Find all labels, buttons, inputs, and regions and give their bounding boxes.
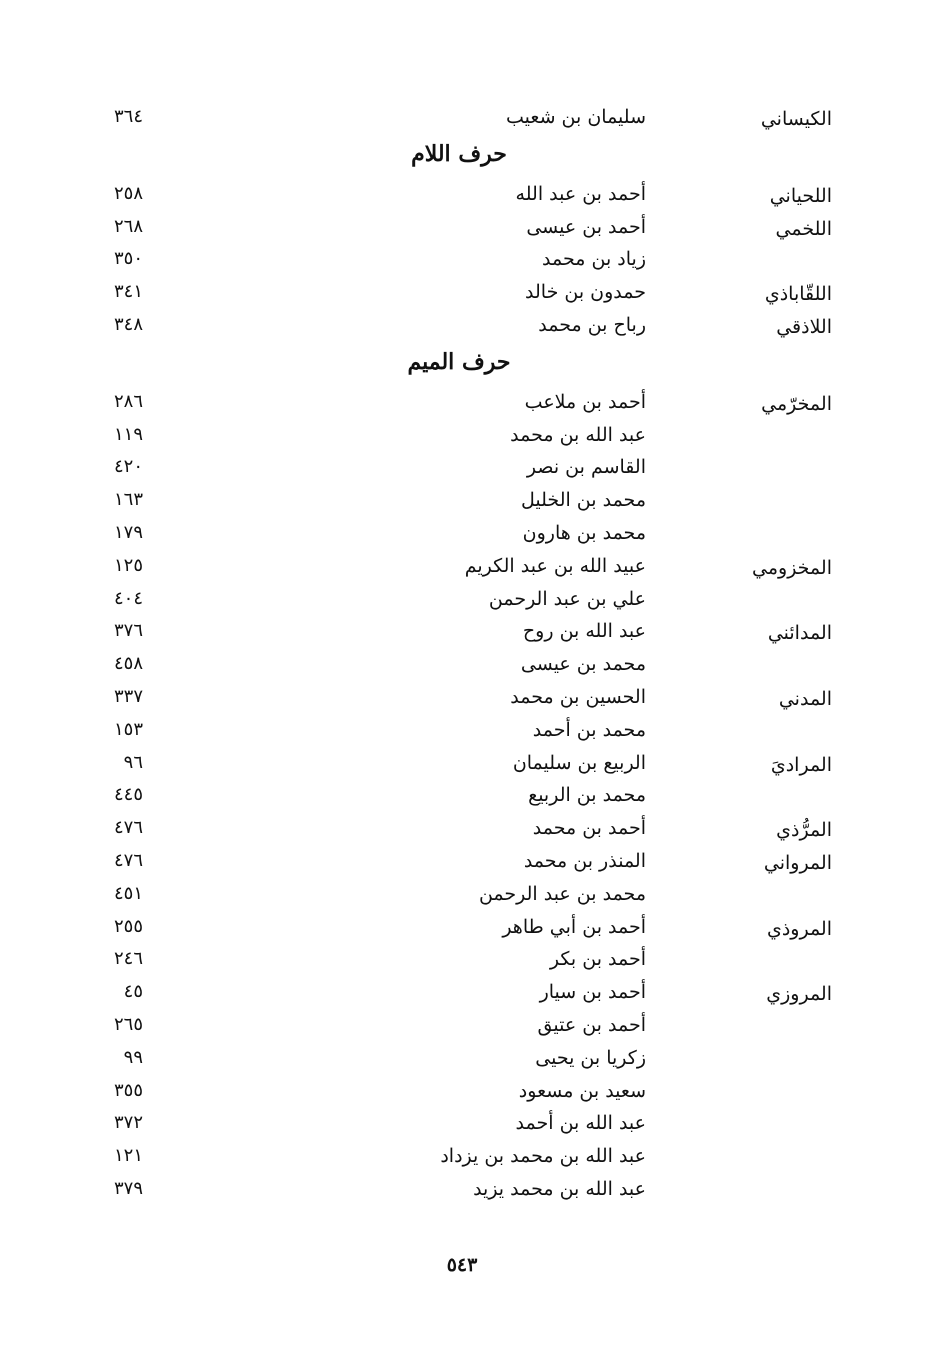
page-reference: ٢٦٨ (113, 215, 143, 237)
nisba: المرُّذي (776, 819, 832, 842)
person-name: أحمد بن عيسى (526, 215, 646, 238)
page-reference: ٢٥٥ (113, 915, 143, 937)
page-reference: ٣٥٠ (113, 248, 143, 270)
index-entry (0, 549, 940, 582)
person-name: عبيد الله بن عبد الكريم (464, 554, 646, 577)
index-entry (0, 1106, 940, 1139)
section-heading: حرف الميم (407, 348, 511, 375)
page-reference: ٤٥٨ (113, 653, 143, 675)
index-entry (0, 1139, 940, 1172)
index-entry (0, 1074, 940, 1107)
index-entry (0, 242, 940, 275)
index-entry (0, 275, 940, 308)
person-name: محمد بن عبد الرحمن (478, 882, 646, 905)
person-name: أحمد بن عتيق (537, 1013, 646, 1036)
index-entry (0, 844, 940, 877)
index-entry (0, 614, 940, 647)
index-entry (0, 647, 940, 680)
index-entry (0, 877, 940, 910)
page-reference: ٤٠٤ (113, 587, 143, 609)
person-name: عبد الله بن أحمد (515, 1112, 646, 1135)
page-reference: ٩٦ (123, 751, 143, 773)
person-name: محمد بن الخليل (521, 489, 646, 512)
person-name: عبد الله بن محمد بن يزداد (440, 1145, 646, 1168)
person-name: عبد الله بن روح (522, 620, 646, 643)
nisba: المروزي (766, 983, 832, 1006)
index-entry (0, 483, 940, 516)
person-name: عبد الله بن محمد يزيد (473, 1177, 646, 1200)
nisba: المخرّمي (761, 392, 832, 415)
page-reference: ٢٤٦ (113, 948, 143, 970)
page-reference: ١٧٩ (113, 521, 143, 543)
person-name: محمد بن أحمد (532, 718, 646, 741)
person-name: زياد بن محمد (542, 248, 646, 271)
person-name: أحمد بن عبد الله (515, 182, 646, 205)
index-entry (0, 975, 940, 1008)
index-entry (0, 680, 940, 713)
index-entry (0, 1008, 940, 1041)
page-reference: ٣٣٧ (113, 685, 143, 707)
page-reference: ٤٧٦ (113, 849, 143, 871)
index-entry (0, 942, 940, 975)
index-entry (0, 910, 940, 943)
person-name: الربيع بن سليمان (512, 751, 646, 774)
person-name: رباح بن محمد (538, 313, 646, 336)
page-reference: ٤٥١ (113, 882, 143, 904)
person-name: عبد الله بن محمد (510, 423, 646, 446)
page-reference: ١٢١ (113, 1145, 143, 1167)
person-name: أحمد بن بكر (549, 948, 646, 971)
index-entry (0, 1172, 940, 1205)
index-entry (0, 746, 940, 779)
page-reference: ١٦٣ (113, 489, 143, 511)
nisba: المرواني (763, 851, 832, 874)
index-entry (0, 450, 940, 483)
page-reference: ٤٧٦ (113, 817, 143, 839)
page-reference: ٢٦٥ (113, 1013, 143, 1035)
page-number: ٥٤٣ (446, 1254, 478, 1276)
page-reference: ٣٧٢ (113, 1112, 143, 1134)
person-name: أحمد بن محمد (532, 817, 646, 840)
nisba: اللخمي (775, 217, 832, 240)
nisba: اللاذقي (776, 315, 832, 338)
person-name: علي بن عبد الرحمن (488, 587, 646, 610)
person-name: سعيد بن مسعود (518, 1079, 646, 1102)
section-lam (0, 133, 940, 177)
person-name: الحسين بن محمد (510, 685, 646, 708)
nisba: الكيساني (760, 108, 832, 130)
person-name: محمد بن هارون (522, 521, 646, 544)
index-entry (0, 811, 940, 844)
person-name: أحمد بن سيار (539, 981, 646, 1004)
nisba: المدائني (767, 622, 832, 645)
page-reference: ٤٥ (123, 981, 143, 1003)
page-reference: ٤٤٥ (113, 784, 143, 806)
index-list (0, 100, 940, 1205)
section-mim (0, 341, 940, 385)
section-heading: حرف اللام (411, 140, 507, 167)
person-name: أحمد بن ملاعب (524, 390, 646, 413)
index-entry (0, 582, 940, 615)
index-entry (0, 516, 940, 549)
nisba: المخزومي (752, 556, 832, 579)
index-entry (0, 100, 940, 133)
nisba: المراديَ (770, 753, 832, 776)
page-reference: ٣٦٤ (113, 106, 143, 127)
page-reference: ٢٨٦ (113, 390, 143, 412)
page-reference: ١١٩ (113, 423, 143, 445)
page-reference: ٣٧٦ (113, 620, 143, 642)
index-entry (0, 177, 940, 210)
person-name: محمد بن الربيع (528, 784, 646, 807)
page-reference: ٣٤١ (113, 281, 143, 303)
page-reference: ٢٥٨ (113, 182, 143, 204)
index-entry (0, 385, 940, 418)
person-name: زكريا بن يحيى (535, 1046, 646, 1069)
person-name: سليمان بن شعيب (506, 106, 646, 128)
nisba: المروذي (766, 917, 832, 940)
person-name: محمد بن عيسى (520, 653, 646, 676)
page-reference: ٤٢٠ (113, 456, 143, 478)
nisba: اللقّاباذي (764, 283, 832, 306)
person-name: حمدون بن خالد (525, 281, 646, 304)
page-reference: ٣٧٩ (113, 1177, 143, 1199)
page-reference: ٩٩ (123, 1046, 143, 1068)
index-entry (0, 778, 940, 811)
person-name: أحمد بن أبي طاهر (502, 915, 646, 938)
page-reference: ١٢٥ (113, 554, 143, 576)
index-entry (0, 418, 940, 451)
index-entry (0, 713, 940, 746)
page-reference: ١٥٣ (113, 718, 143, 740)
index-entry (0, 1041, 940, 1074)
index-entry (0, 308, 940, 341)
page-reference: ٣٥٥ (113, 1079, 143, 1101)
nisba: اللحياني (769, 184, 832, 207)
person-name: القاسم بن نصر (526, 456, 646, 479)
nisba: المدني (778, 687, 832, 710)
person-name: المنذر بن محمد (523, 849, 646, 872)
page-reference: ٣٤٨ (113, 313, 143, 335)
index-entry (0, 210, 940, 243)
